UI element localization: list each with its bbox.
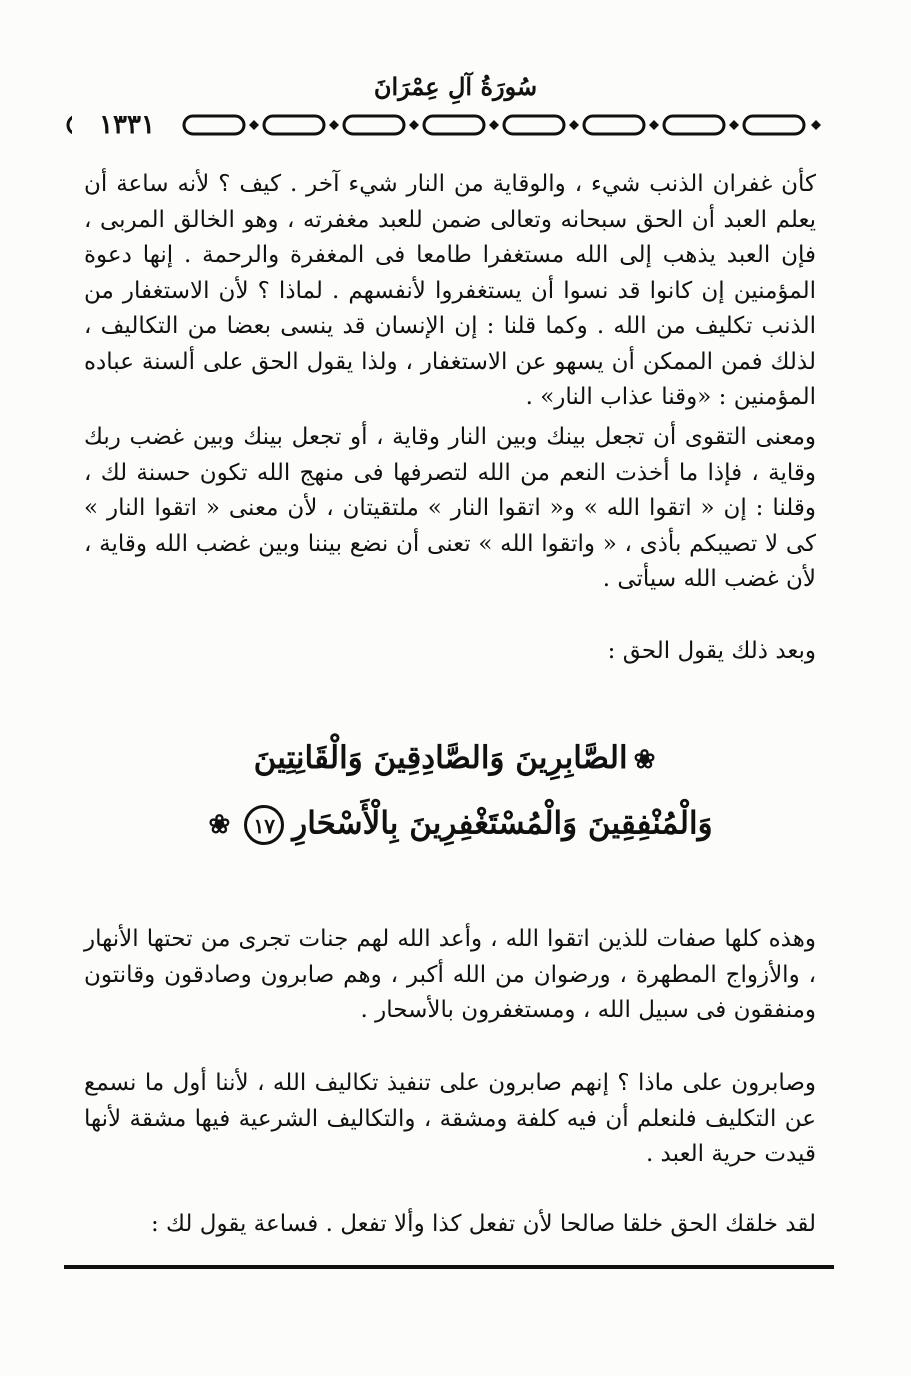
page-number: ١٣٣١ [72,110,182,140]
verse-start-ornament-icon: ❀ [633,744,656,775]
bottom-rule [64,1265,834,1269]
paragraph-4: وهذه كلها صفات للذين اتقوا الله ، وأعد الله لهم جنات تجرى من تحتها الأنهار ، والأزواج المطهرة ، ورضوان من الله أكبر ، وهم صابرون وصادقون وقانتون ومنفقون فى سبيل الله ، ومستغفرون بالأسحار . [84,926,816,1023]
verse-text-line-2: وَالْمُنْفِقِينَ وَالْمُسْتَغْفِرِينَ بِالْأَسْحَارِ [292,805,713,842]
paragraph-2: ومعنى التقوى أن تجعل بينك وبين النار وقاية ، أو تجعل بينك وبين غضب ربك وقاية ، فإذا ما أخذت النعم من الله لتصرفها فى منهج الله تكون حسنة لك ، وقلنا : إن « اتقوا الله » و« اتقوا النار » ملتقيتان ، لأن معنى « اتقوا النار » كى لا تصيبكم بأذى ، « واتقوا الله » تعنى أن نضع بيننا وبين غضب الله وقاية ، لأن غضب الله سيأتى . [84,424,816,592]
verse-text-line-1: الصَّابِرِينَ وَالصَّادِقِينَ وَالْقَانِتِينَ [253,740,628,776]
quran-verse-line-2 [90,805,825,845]
quran-verse-line-1 [90,740,825,776]
paragraph-5: وصابرون على ماذا ؟ إنهم صابرون على تنفيذ تكاليف الله ، لأننا أول ما نسمع عن التكليف فلنعلم أن فيه كلفة ومشقة ، والتكاليف الشرعية فيها مشقة لأنها قيدت حرية العبد . [84,1070,816,1167]
paragraph-3: وبعد ذلك يقول الحق : [607,638,816,664]
verse-number-badge: ١٧ [244,805,284,845]
verse-end-ornament-icon: ❀ [208,810,231,840]
paragraph-6: لقد خلقك الحق خلقا صالحا لأن تفعل كذا وألا تفعل . فساعة يقول لك : [150,1211,816,1237]
paragraph-1: كأن غفران الذنب شيء ، والوقاية من النار شيء آخر . كيف ؟ لأنه ساعة أن يعلم العبد أن الحق سبحانه وتعالى ضمن للعبد مغفرته ، وهو الخالق المربى ، فإن العبد يذهب إلى الله مستغفرا طامعا فى المغفرة والرحمة . إنها دعوة المؤمنين إن كانوا قد نسوا أن يستغفروا لأنفسهم . لماذا ؟ لأن الاستغفار من الذنب تكليف من الله . وكما قلنا : إن الإنسان قد ينسى بعضا من التكاليف ، لذلك فمن الممكن أن يسهو عن الاستغفار ، ولذا يقول الحق على ألسنة عباده المؤمنين : «وقنا عذاب النار» . [84,171,816,410]
surah-title: سُورَةُ آلِ عِمْرَانَ [373,72,538,101]
